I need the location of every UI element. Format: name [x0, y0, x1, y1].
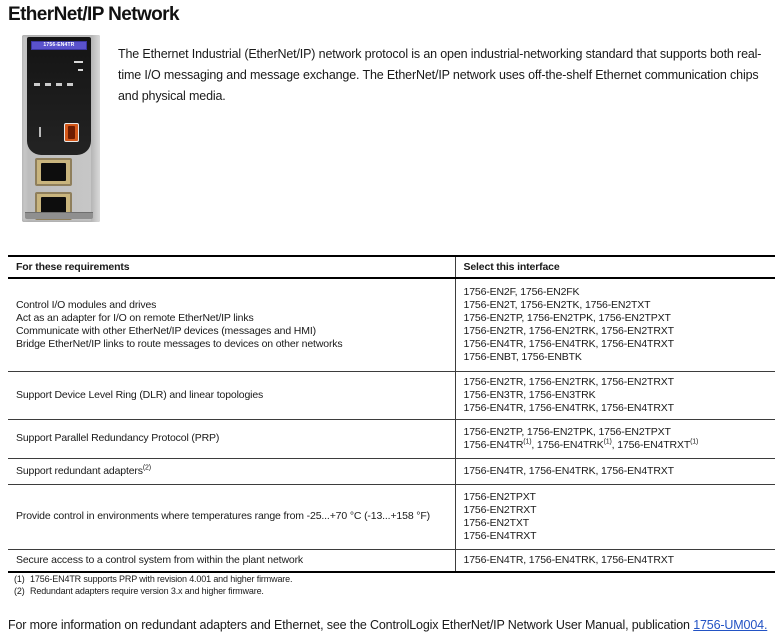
usb-icon	[39, 127, 47, 137]
interface-line: 1756-EN4TR, 1756-EN4TRK, 1756-EN4TRXT	[463, 337, 674, 350]
footnote-ref-2: (2)	[142, 464, 151, 471]
requirement-line: Communicate with other EtherNet/IP devices (messages and HMI)	[16, 324, 316, 337]
requirements-cell	[8, 371, 455, 419]
table-row	[8, 549, 775, 572]
table-row	[8, 278, 775, 371]
catalog-number: 1756-EN4TR	[463, 438, 524, 451]
intro-paragraph: The Ethernet Industrial (EtherNet/IP) network protocol is an open industrial-networking standard that supports both real-time I/O messaging and message exchange. The EtherNet/IP network uses off-the-shelf Ethernet communication chips and physical media.	[118, 47, 762, 103]
module-front-panel	[27, 37, 91, 155]
requirement-line: Support Parallel Redundancy Protocol (PRP)	[16, 432, 220, 444]
module-label: 1756-EN4TR	[31, 41, 87, 50]
interface-line: 1756-EN4TR, 1756-EN4TRK, 1756-EN4TRXT	[463, 553, 674, 566]
footnote-marker: (2)	[14, 586, 25, 596]
requirement-line: Secure access to a control system from within the plant network	[16, 553, 304, 566]
footer-note	[8, 615, 778, 636]
footnote-text: 1756-EN4TR supports PRP with revision 4.001 and higher firmware.	[30, 574, 293, 584]
interfaces-cell	[455, 484, 775, 549]
table-row	[8, 371, 775, 419]
module-rail	[91, 35, 100, 222]
power-led-indicator	[74, 61, 83, 63]
requirements-cell	[8, 419, 455, 458]
footer-text: For more information on redundant adapters and Ethernet, see the ControlLogix EtherNet/IP Network User Manual, publication	[8, 618, 694, 632]
link-led-indicators	[34, 83, 78, 86]
requirements-cell	[8, 458, 455, 484]
footnote-text: Redundant adapters require version 3.x and higher firmware.	[30, 586, 264, 596]
usb-connector-opening	[68, 126, 75, 139]
interfaces-cell	[455, 549, 775, 572]
requirement-line: Provide control in environments where temperatures range from -25...+70 °C (-13...+158 °F)	[16, 510, 430, 522]
interfaces-cell	[455, 419, 775, 458]
footnotes	[8, 573, 292, 597]
requirements-cell	[8, 549, 455, 572]
footnote-2	[8, 585, 292, 597]
interface-line: 1756-EN2TR, 1756-EN2TRK, 1756-EN2TRXT	[463, 324, 674, 337]
ethernet-port-1	[35, 158, 72, 186]
ethernet-jack-1	[41, 163, 66, 181]
interface-line: 1756-EN2TXT	[463, 516, 529, 529]
col-header-requirements: For these requirements	[8, 256, 455, 278]
requirement-line: Bridge EtherNet/IP links to route messages to devices on other networks	[16, 337, 343, 350]
interface-line: 1756-EN2TR, 1756-EN2TRK, 1756-EN2TRXT	[463, 375, 674, 388]
requirement-line	[16, 465, 447, 478]
table-header-row	[8, 256, 775, 278]
interface-line: 1756-EN2TP, 1756-EN2TPK, 1756-EN2TPXT	[463, 311, 671, 324]
footnote-marker: (1)	[14, 574, 25, 584]
catalog-number: , 1756-EN4TRK	[531, 438, 604, 451]
interface-line: 1756-EN3TR, 1756-EN3TRK	[463, 388, 596, 401]
module-base	[25, 212, 93, 219]
interface-line: 1756-EN2TPXT	[463, 490, 536, 503]
requirement-line: Control I/O modules and drives	[16, 298, 157, 311]
table-row	[8, 484, 775, 549]
footnote-ref-1: (1)	[603, 438, 612, 445]
requirements-cell	[8, 278, 455, 371]
footnote-ref-1: (1)	[690, 438, 699, 445]
footnote-1	[8, 573, 292, 585]
table-row	[8, 419, 775, 458]
interface-line: 1756-EN4TR, 1756-EN4TRK, 1756-EN4TRXT	[463, 401, 674, 414]
footnote-ref-1: (1)	[523, 438, 532, 445]
module-image	[22, 35, 100, 222]
usb-connector	[64, 123, 79, 142]
interface-line	[464, 439, 768, 452]
page-title: EtherNet/IP Network	[8, 4, 179, 25]
interface-line: 1756-EN2T, 1756-EN2TK, 1756-EN2TXT	[463, 298, 651, 311]
interfaces-cell	[455, 371, 775, 419]
interface-line: 1756-EN4TR, 1756-EN4TRK, 1756-EN4TRXT	[463, 464, 674, 477]
interface-line: 1756-EN2TRXT	[463, 503, 537, 516]
interface-line: 1756-ENBT, 1756-ENBTK	[463, 350, 582, 363]
requirement-line: Act as an adapter for I/O on remote EtherNet/IP links	[16, 311, 254, 324]
status-led-indicator	[78, 69, 83, 71]
interface-line: 1756-EN2F, 1756-EN2FK	[463, 285, 580, 298]
table-row	[8, 458, 775, 484]
interface-table	[8, 255, 775, 573]
requirements-cell	[8, 484, 455, 549]
interfaces-cell	[455, 458, 775, 484]
interface-line: 1756-EN4TRXT	[463, 529, 537, 542]
requirement-text: Support redundant adapters	[16, 464, 143, 477]
requirement-line: Support Device Level Ring (DLR) and linear topologies	[16, 388, 264, 401]
interface-line: 1756-EN2TP, 1756-EN2TPK, 1756-EN2TPXT	[463, 425, 671, 438]
col-header-interface: Select this interface	[455, 256, 775, 278]
publication-link[interactable]: 1756-UM004.	[693, 618, 768, 632]
catalog-number: , 1756-EN4TRXT	[611, 438, 691, 451]
interfaces-cell	[455, 278, 775, 371]
